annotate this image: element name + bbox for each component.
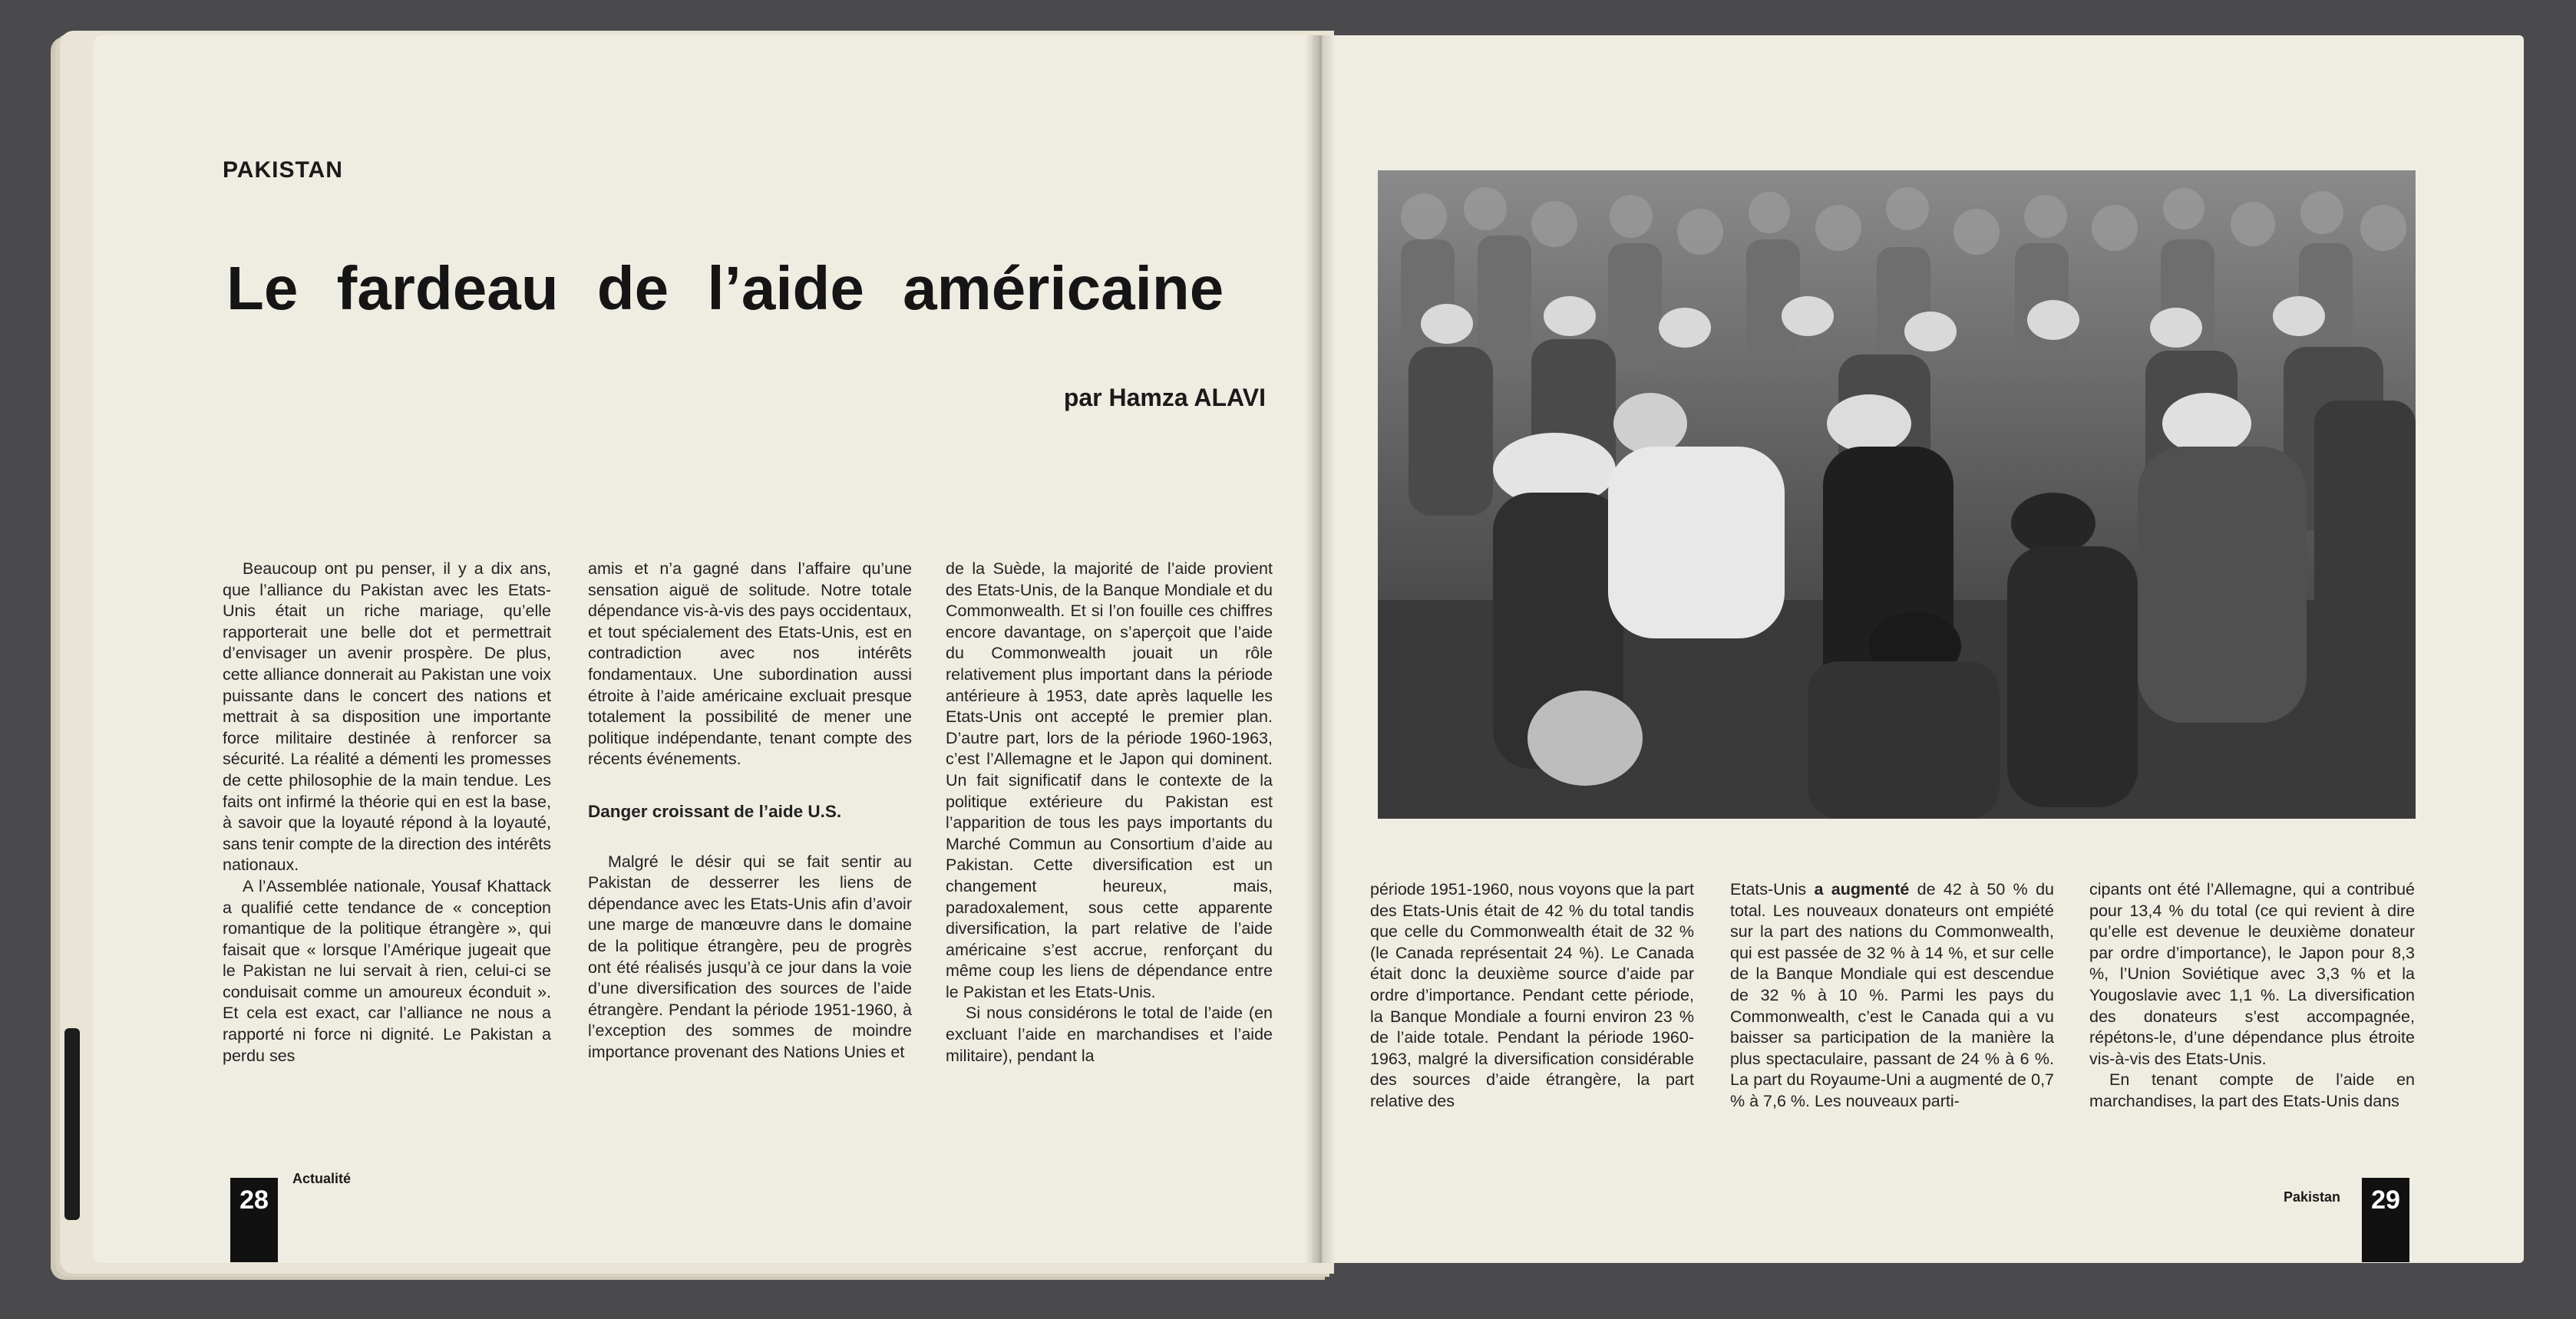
book-gutter [1305, 35, 1336, 1263]
paragraph: amis et n’a gagné dans l’affaire qu’une sensation aiguë de solitude. Notre totale dépendance vis-à-vis des pays occidentaux, et tout spécialement des Etats-Unis, est en contradiction avec nos intérêts fondamentaux. Une subordination aussi étroite à l’aide américaine excluait presque totalement la possibilité de mener une politique indépendante, tenant compte des récents événements. [588, 559, 912, 769]
paragraph [1730, 879, 2054, 1113]
article-title: Le fardeau de l’aide américaine [226, 254, 1224, 322]
right-column-2 [1730, 879, 2054, 1113]
page-number-right: 29 [2362, 1178, 2409, 1262]
paragraph: Beaucoup ont pu penser, il y a dix ans, que l’alliance du Pakistan avec les Etats-Unis était un riche mariage, qu’elle rapporterait une belle dot et permettrait d’envisager un avenir prospère. De plus, cette alliance donnerait au Pakistan une voix puissante dans le concert des nations et mettrait à sa disposition une importante force militaire destinée à renforcer sa sécurité. La réalité a démenti les promesses de cette philosophie de la main tendue. Les faits ont infirmé la théorie qui en est la base, à savoir que la loyauté répond à la loyauté, sans tenir compte de la direction des intérêts nationaux. [223, 559, 551, 875]
left-column-3 [946, 559, 1273, 1067]
spine-binding [64, 1028, 80, 1220]
left-column-1 [223, 559, 551, 1067]
section-label-right: Pakistan [2284, 1189, 2341, 1205]
subheading: Danger croissant de l’aide U.S. [588, 801, 842, 821]
paragraph: période 1951-1960, nous voyons que la part des Etats-Unis était de 42 % du total tandis que celle du Commonwealth était de 32 % (le Canada représentait 24 %). Le Canada était donc la deuxième source d’aide par ordre d’importance. Pendant cette période, la Banque Mondiale a fourni environ 23 % de l’aide totale. Pendant la période 1960-1963, malgré la diversification considérable des sources d’aide étrangère, la part relative des [1370, 880, 1694, 1110]
article-byline: par Hamza ALAVI [1063, 384, 1266, 411]
paragraph: de la Suède, la majorité de l’aide provient des Etats-Unis, de la Banque Mondiale et du Commonwealth. Et si l’on fouille ces chiffres encore davantage, on s’aperçoit que l’aide du Commonwealth jouait un rôle relativement plus important dans la période antérieure à 1953, date après laquelle les Etats-Unis ont accepté le premier plan. D’autre part, lors de la période 1960-1963, c’est l’Allemagne et le Japon qui dominent. Un fait significatif dans le contexte de la politique extérieure du Pakistan est l’apparition de tous les pays importants du Marché Commun au Consortium d’aide au Pakistan. Cette diversification est un changement heureux, mais, paradoxalement, sous cette apparente diversification, la part relative de l’aide américaine s’est accrue, renforçant du même coup les liens de dépendance entre le Pakistan et les Etats-Unis. [946, 559, 1273, 1001]
paragraph: A l’Assemblée nationale, Yousaf Khattack a qualifié cette tendance de « conception romantique de la politique étrangère », qui faisait que « lorsque l’Amérique jugeait que le Pakistan ne lui servait à rien, celui-ci se conduisait comme un amoureux éconduit ». Et cela est exact, car l’alliance ne nous a rapporté ni force ni dignité. Le Pakistan a perdu ses [223, 876, 551, 1065]
text-run: de 42 à 50 % du total. Les nouveaux donateurs ont empiété sur la part des nations du Commonwealth, qui est passée de 32 % à 14 %, et sur celle de la Banque Mondiale qui est descendue de 32 % à 10 %. Parmi les pays du Commonwealth, c’est le Canada qui a vu baisser sa participation de la manière la plus spectaculaire, passant de 24 % à 6 %. La part du Royaume-Uni a augmenté de 0,7 % à 7,6 %. Les nouveaux parti- [1730, 880, 2054, 1110]
emphasis-text: a augmenté [1814, 880, 1910, 899]
right-column-1 [1370, 879, 1694, 1113]
paragraph: En tenant compte de l’aide en marchandises, la part des Etats-Unis dans [2089, 1070, 2415, 1110]
text-run: Etats-Unis [1730, 880, 1815, 899]
paragraph: Si nous considérons le total de l’aide (en excluant l’aide en marchandises et l’aide militaire), pendant la [946, 1004, 1273, 1065]
right-column-3 [2089, 879, 2415, 1113]
page-number-left: 28 [230, 1178, 278, 1262]
left-column-2 [588, 559, 912, 1063]
paragraph: Malgré le désir qui se fait sentir au Pakistan de desserrer les liens de dépendance avec les Etats-Unis afin d’avoir une marge de manœuvre dans le domaine de la politique étrangère, peu de progrès ont été réalisés jusqu’à ce jour dans la voie d’une diversification des sources de l’aide étrangère. Pendant la période 1951-1960, à l’exception des sommes de moindre importance provenant des Nations Unies et [588, 852, 912, 1061]
section-kicker: PAKISTAN [223, 157, 343, 183]
paragraph: cipants ont été l’Allemagne, qui a contribué pour 13,4 % du total (ce qui revient à dire qu’elle est devenue le deuxième donateur par ordre d’importance), le Japon pour 8,3 %, l’Union Soviétique avec 3,3 % et la Yougoslavie avec 1,1 %. La diversification des donateurs s’est accompagnée, répétons-le, d’une dépendance plus étroite vis-à-vis des Etats-Unis. [2089, 880, 2415, 1068]
crowd-photograph [1378, 170, 2416, 819]
section-label-left: Actualité [292, 1171, 352, 1186]
photo-illustration [1378, 170, 2416, 819]
